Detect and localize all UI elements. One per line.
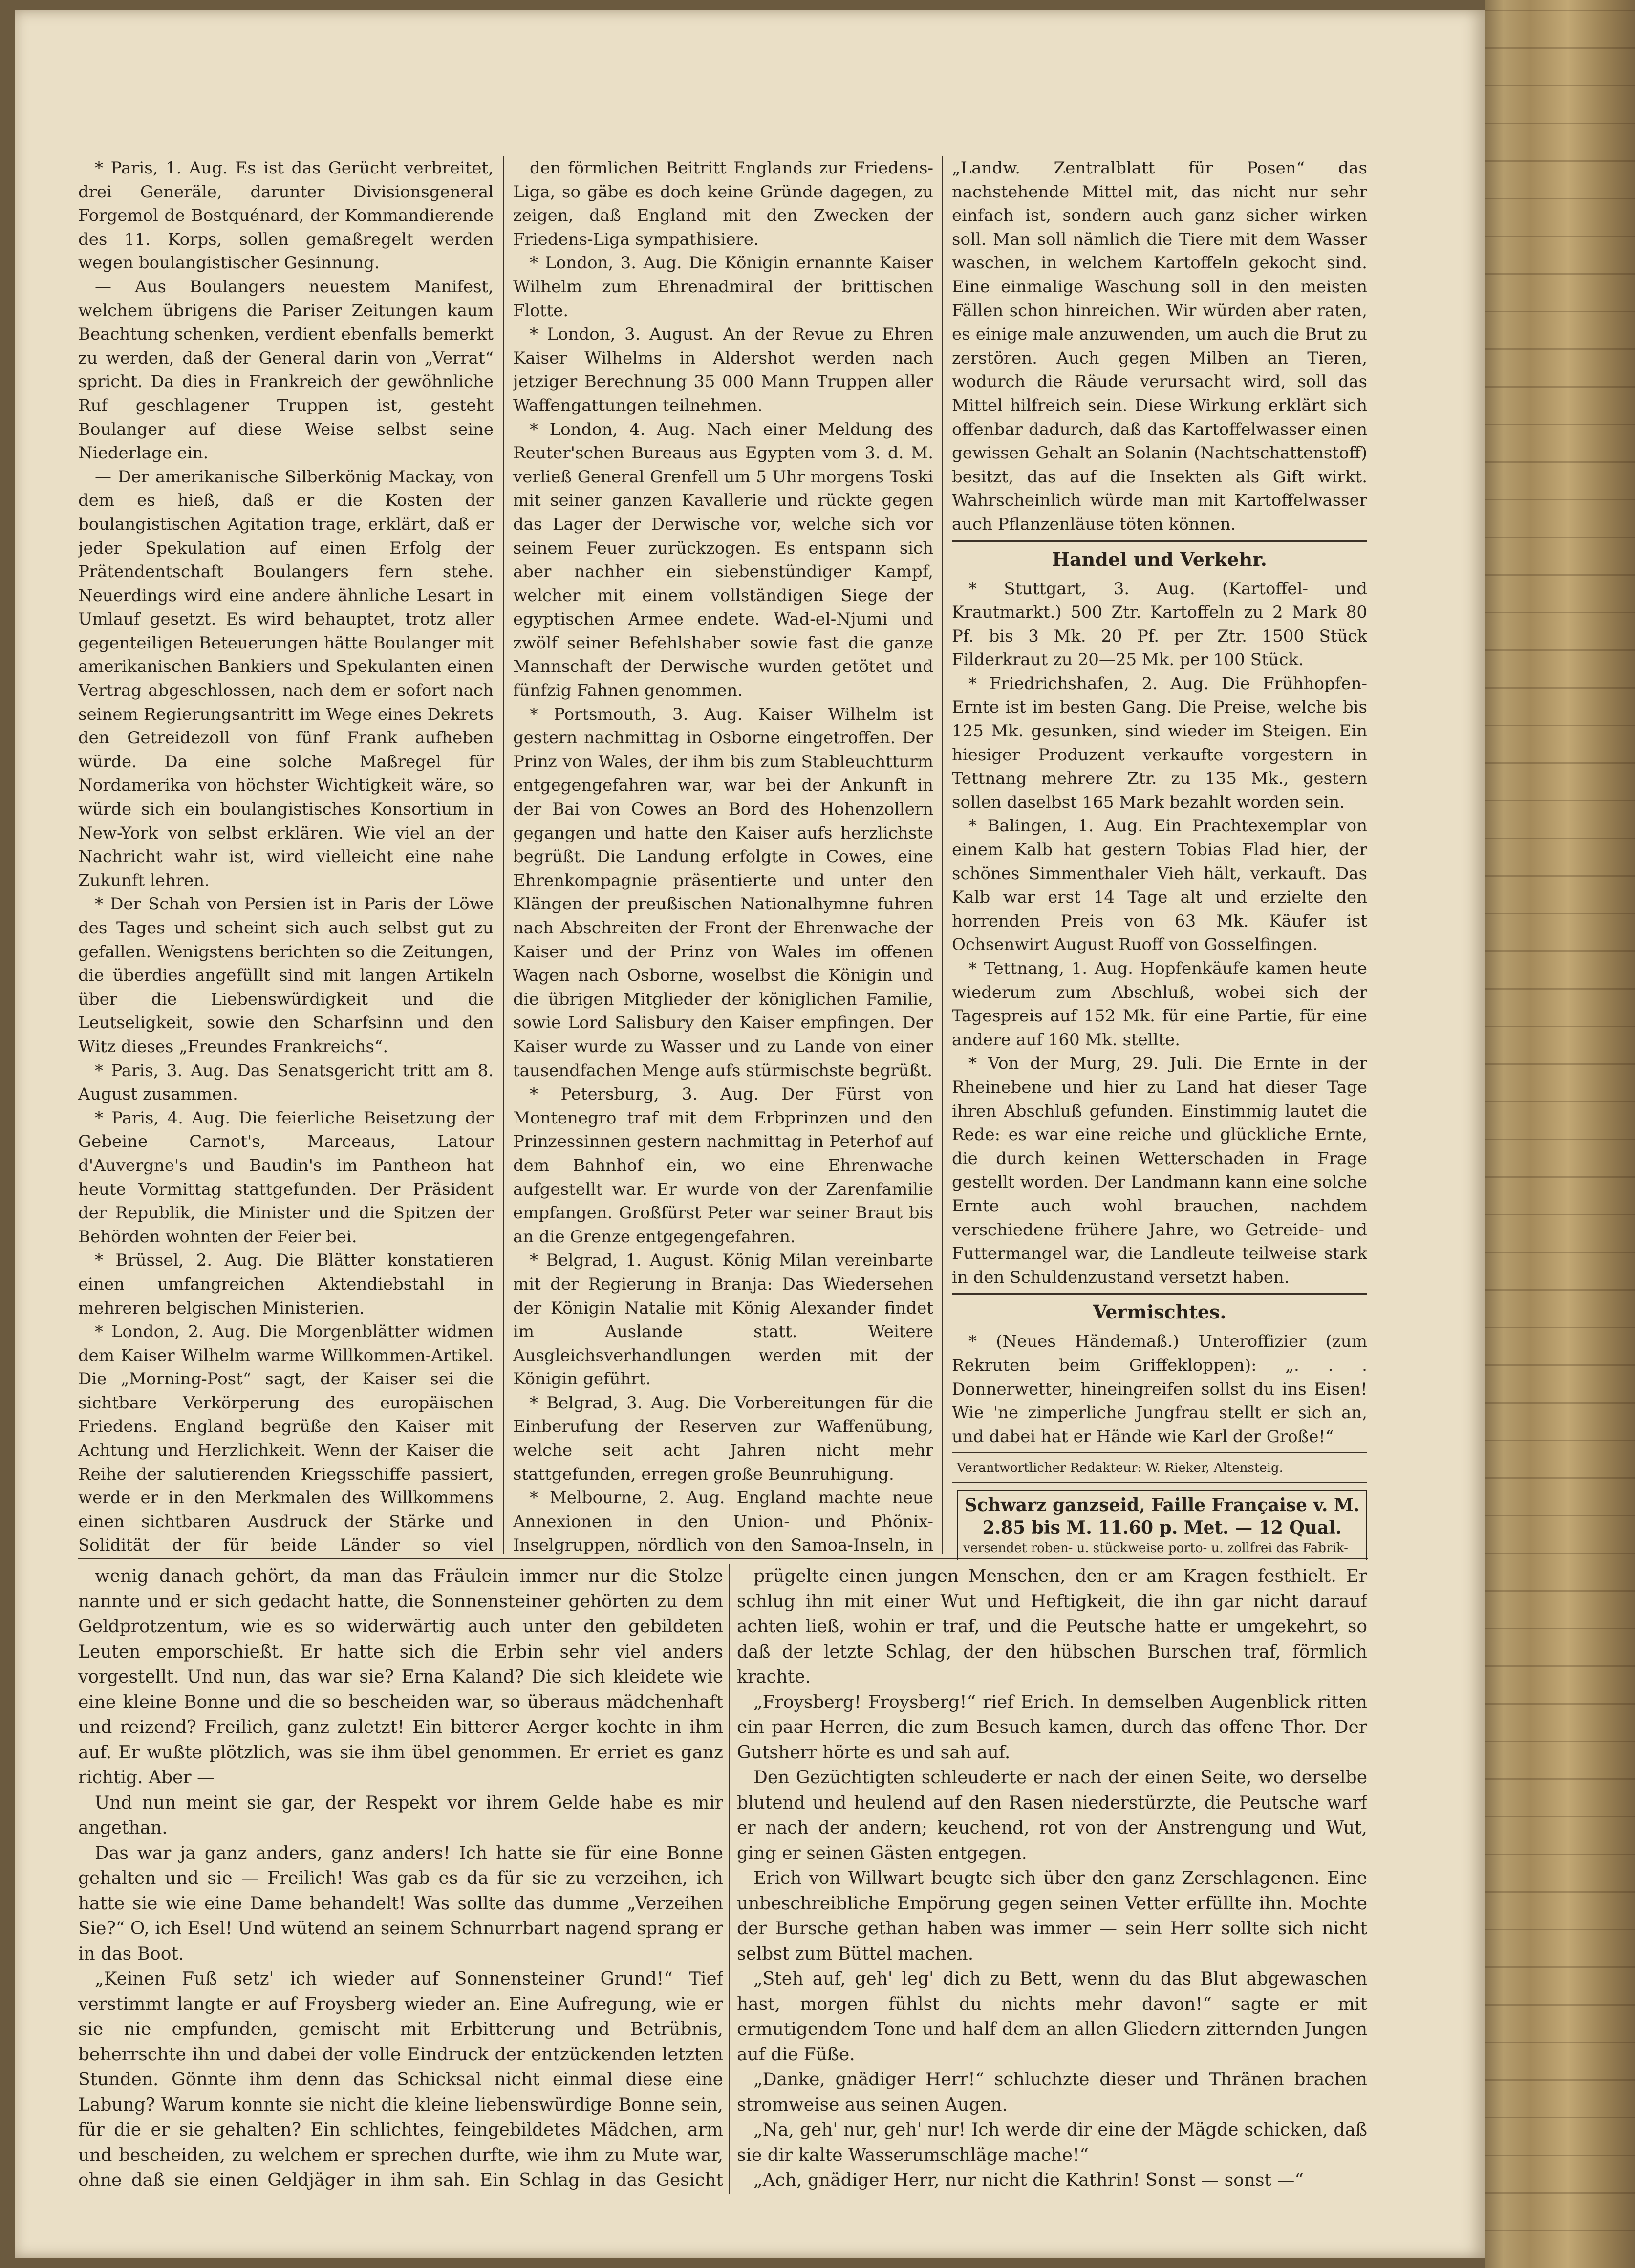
- page-edge-stripe: [1485, 47, 1635, 49]
- book-page-edges: [1485, 0, 1635, 2268]
- article-paragraph: „Froysberg! Froysberg!“ rief Erich. In demselben Augenblick ritten ein paar Herren, die zum Besuch kamen, durch das offene Thor. Der Gutsherr hörte es und sah auf.: [737, 1692, 1367, 1763]
- page-edge-stripe: [1485, 461, 1635, 463]
- page-edge-stripe: [1485, 875, 1635, 877]
- page-edge-stripe: [1485, 1364, 1635, 1366]
- article-paragraph: „Na, geh' nur, geh' nur! Ich werde dir eine der Mägde schicken, daß sie dir kalte Wasserumschläge mache!“: [737, 2120, 1367, 2165]
- article-paragraph: * London, 3. Aug. Die Königin ernannte Kaiser Wilhelm zum Ehrenadmiral der brittischen Flotte.: [513, 253, 933, 321]
- page-edge-stripe: [1485, 762, 1635, 764]
- page-edge-stripe: [1485, 574, 1635, 576]
- page-edge-stripe: [1485, 1252, 1635, 1253]
- article-paragraph: „Keinen Fuß setz' ich wieder auf Sonnensteiner Grund!“ Tief verstimmt langte er auf Froysberg wieder an. Eine Aufregung, wie er sie nie empfunden, gemischt mit Erbitterung und Betrübnis, beherrschte ihn und dabei der volle Eindruck der entzückenden letzten Stunden. Gönnte ihm denn das Schicksal nicht einmal diese eine Labung? Warum konnte sie nicht die kleine liebenswürdige Bonne sein, für die er sie gehalten? Ein schlichtes, feingebildetes Mädchen, arm und bescheiden, zu welchem er sprechen durfte, wie ihm zu Mute war, ohne daß sie einen Geldjäger in ihm sah. Ein Schlag in das Gesicht: [78, 1969, 723, 2190]
- article-paragraph: * London, 4. Aug. Nach einer Meldung des Reuter'schen Bureaus aus Egypten vom 3. d. M. verließ General Grenfell um 5 Uhr morgens Toski mit seiner ganzen Kavallerie und rückte gegen das Lager der Derwische vor, welche sich vor seinem Feuer zurückzogen. Es entspann sich aber nachher ein siebenstündiger Kampf, welcher mit einem vollständigen Siege der egyptischen Armee endete. Wad-el-Njumi und zwölf seiner Befehlshaber sowie fast die ganze Mannschaft der Derwische wurden getötet und fünfzig Fahnen genommen.: [513, 419, 933, 701]
- section-rule: [952, 1482, 1367, 1483]
- page-edge-stripe: [1485, 1816, 1635, 1817]
- feuilleton-separator: [78, 1558, 1368, 1559]
- article-paragraph: prügelte einen jungen Menschen, den er am Kragen festhielt. Er schlug ihn mit einer Wut und Heftigkeit, die ihn gar nicht darauf achten ließ, wohin er traf, und die Peutsche hatte er umgekehrt, so daß der letzte Schlag, der den hübschen Burschen traf, förmlich krachte.: [737, 1566, 1367, 1687]
- feuilleton-divider: [729, 1564, 730, 2194]
- article-paragraph: * (Neues Händemaß.) Unteroffizier (zum Rekruten beim Griffekloppen): „. . . Donnerwetter, hineingreifen sollst du ins Eisen! Wie 'ne zimperliche Jungfrau stellt er sich an, und dabei hat er Hände wie Karl der Große!“: [952, 1332, 1367, 1447]
- page-edge-stripe: [1485, 1440, 1635, 1441]
- article-paragraph: * Portsmouth, 3. Aug. Kaiser Wilhelm ist gestern nachmittag in Osborne eingetroffen. Der Prinz von Wales, der ihm bis zum Stableuchtturm entgegengefahren war, war bei der Ankunft in der Bai von Cowes an Bord des Hohenzollern gegangen und hatte den Kaiser aufs herzlichste begrüßt. Die Landung erfolgte in Cowes, eine Ehrenkompagnie präsentierte und unter den Klängen der preußischen Nationalhymne fuhren nach Abschreiten der Front der Ehrenwache der Kaiser und der Prinz von Wales im offenen Wagen nach Osborne, woselbst die Königin und die übrigen Mitglieder der königlichen Familie, sowie Lord Salisbury den Kaiser empfingen. Der Kaiser wurde zu Wasser und zu Lande von einer tausendfachen Menge aufs stürmischste begrüßt.: [513, 704, 933, 1080]
- page-edge-stripe: [1485, 198, 1635, 199]
- page-edge-stripe: [1485, 1590, 1635, 1592]
- page-edge-stripe: [1485, 1628, 1635, 1629]
- article-paragraph: * Paris, 3. Aug. Das Senatsgericht tritt am 8. August zusammen.: [78, 1060, 494, 1104]
- article-paragraph: den förmlichen Beitritt Englands zur Friedens-Liga, so gäbe es doch keine Gründe dagegen, zu zeigen, daß England mit den Zwecken der Friedens-Liga sympathisiere.: [513, 158, 933, 249]
- article-paragraph: * Paris, 1. Aug. Es ist das Gerücht verbreitet, drei Generäle, darunter Divisionsgeneral Forgemol de Bostquénard, der Kommandierende des 11. Korps, sollen gemaßregelt werden wegen boulangistischer Gesinnung.: [78, 158, 494, 273]
- page-edge-stripe: [1485, 311, 1635, 312]
- page-edge-stripe: [1485, 236, 1635, 237]
- page-edge-stripe: [1485, 1703, 1635, 1705]
- page-edge-stripe: [1485, 838, 1635, 839]
- article-paragraph: * Balingen, 1. Aug. Ein Prachtexemplar von einem Kalb hat gestern Tobias Flad hier, der schönes Simmenthaler Vieh hält, verkauft. Das Kalb war erst 14 Tage alt und erzielte den horrenden Preis von 63 Mk. Käufer ist Ochsenwirt August Ruoff von Gosselfingen.: [952, 816, 1367, 955]
- article-paragraph: * Paris, 4. Aug. Die feierliche Beisetzung der Gebeine Carnot's, Marceaus, Latour d'Auvergne's und Baudin's im Pantheon hat heute Vormittag stattgefunden. Der Präsident der Republik, die Minister und die Spitzen der Behörden wohnten der Feier bei.: [78, 1108, 494, 1247]
- article-paragraph: wenig danach gehört, da man das Fräulein immer nur die Stolze nannte und er sich gedacht hatte, die Sonnensteiner gehörten zu dem Geldprotzentum, wie es so widerwärtig auch unter den gebildeten Leuten emporschießt. Er hatte sich die Erbin sehr viel anders vorgestellt. Und nun, das war sie? Erna Kaland? Die sich kleidete wie eine kleine Bonne und die so bescheiden war, so überaus mädchenhaft und reizend? Freilich, ganz zuletzt! Ein bitterer Aerger kochte in ihm auf. Er wußte plötzlich, was sie ihm übel genommen. Er erriet es ganz richtig. Aber —: [78, 1566, 723, 1788]
- page-edge-stripe: [1485, 2042, 1635, 2043]
- page-edge-stripe: [1485, 1101, 1635, 1102]
- page-edge-stripe: [1485, 2079, 1635, 2081]
- page-edge-stripe: [1485, 1327, 1635, 1328]
- section-heading-handel: Handel und Verkehr.: [1052, 548, 1267, 570]
- article-paragraph: * Von der Murg, 29. Juli. Die Ernte in der Rheinebene und hier zu Land hat dieser Tage ihren Abschluß gefunden. Einstimmig lautet die Rede: es war eine reiche und glückliche Ernte, die durch keinen Wetterschaden in Frage gestellt worden. Der Landmann kann eine solche Ernte auch wohl brauchen, nachdem verschiedene frühere Jahre, wo Getreide- und Futtermangel war, die Landleute teilweise stark in den Schuldenzustand versetzt haben.: [952, 1054, 1367, 1287]
- page-edge-stripe: [1485, 988, 1635, 990]
- page-edge-stripe: [1485, 1139, 1635, 1140]
- page-edge-stripe: [1485, 85, 1635, 86]
- page-edge-stripe: [1485, 1176, 1635, 1178]
- column-divider-1: [503, 156, 504, 1554]
- page-edge-stripe: [1485, 424, 1635, 425]
- page-edge-stripe: [1485, 725, 1635, 726]
- article-paragraph: — Der amerikanische Silberkönig Mackay, von dem es hieß, daß er die Kosten der boulangistischen Agitation trage, erklärt, daß er jeder Spekulation auf einen Erfolg der Prätendentschaft Boulangers fern stehe. Neuerdings wird eine andere ähnliche Lesart in Umlauf gesetzt. Es wird behauptet, trotz aller gegenteiligen Beteuerungen hätte Boulanger mit amerikanischen Bankiers und Spekulanten einen Vertrag abgeschlossen, nach dem er sofort nach seinem Regierungsantritt im Wege eines Dekrets den Getreidezoll von fünf Frank aufheben würde. Da eine solche Maßregel für Nordamerika von höchster Wichtigkeit wäre, so würde sich ein boulangistisches Konsortium in New-York von selbst erklären. Wie viel an der Nachricht wahr ist, wird vielleicht eine nahe Zukunft lehren.: [78, 467, 494, 890]
- page-edge-stripe: [1485, 10, 1635, 11]
- article-paragraph: * Petersburg, 3. Aug. Der Fürst von Montenegro traf mit dem Erbprinzen und den Prinzessinnen gestern nachmittag in Peterhof auf dem Bahnhof ein, wo eine Ehrenwache aufgestellt war. Er wurde von der Zarenfamilie empfangen. Großfürst Peter war seiner Braut bis an die Grenze entgegengefahren.: [513, 1084, 933, 1247]
- article-paragraph: * Tettnang, 1. Aug. Hopfenkäufe kamen heute wiederum zum Abschluß, wobei sich der Tagespreis auf 152 Mk. für eine Partie, für eine andere auf 160 Mk. stellte.: [952, 959, 1367, 1050]
- article-paragraph: „Danke, gnädiger Herr!“ schluchzte dieser und Thränen brachen stromweise aus seinen Augen.: [737, 2070, 1367, 2115]
- article-paragraph: * Melbourne, 2. Aug. England machte neue Annexionen in den Union- und Phönix-Inselgruppen, nördlich von den Samoa-Inseln, in: [513, 1488, 933, 1555]
- article-paragraph: „Landw. Zentralblatt für Posen“ das nachstehende Mittel mit, das nicht nur sehr einfach ist, sondern auch ganz sicher wirken soll. Man soll nämlich die Tiere mit dem Wasser waschen, in welchem Kartoffeln gekocht sind. Eine einmalige Waschung soll in den meisten Fällen schon hinreichen. Wir würden aber raten, es einige male anzuwenden, um auch die Brut zu zerstören. Auch gegen Milben an Tieren, wodurch die Räude verursacht wird, soll das Mittel hilfreich sein. Diese Wirkung erklärt sich offenbar dadurch, daß das Kartoffelwasser einen gewissen Gehalt an Solanin (Nachtschattenstoff) besitzt, das auf die Insekten als Gift wirkt. Wahrscheinlich würde man mit Kartoffelwasser auch Pflanzenläuse töten können.: [952, 158, 1367, 534]
- page-edge-stripe: [1485, 1289, 1635, 1291]
- column-3: [952, 156, 1367, 1560]
- article-paragraph: Das war ja ganz anders, ganz anders! Ich hatte sie für eine Bonne gehalten und sie — Freilich! Was gab es da für sie zu verzeihen, ich hatte sie wie eine Dame behandelt! Was sollte das dumme „Verzeihen Sie?“ O, ich Esel! Und wütend an seinem Schnurrbart nagend sprang er in das Boot.: [78, 1843, 723, 1964]
- page-edge-stripe: [1485, 2155, 1635, 2156]
- article-paragraph: * Friedrichshafen, 2. Aug. Die Frühhopfen-Ernte ist im besten Gang. Die Preise, welche bis 125 Mk. gesunken, sind wieder im Steigen. Ein hiesiger Produzent verkaufte vorgestern in Tettnang mehrere Ztr. zu 135 Mk., gestern sollen daselbst 165 Mark bezahlt worden sein.: [952, 673, 1367, 812]
- column-divider-2: [942, 156, 943, 1554]
- page-edge-stripe: [1485, 800, 1635, 801]
- feuilleton-right: [737, 1564, 1367, 2194]
- page-edge-stripe: [1485, 1026, 1635, 1027]
- page-edge-stripe: [1485, 1402, 1635, 1404]
- page-edge-stripe: [1485, 123, 1635, 124]
- section-heading-vermischtes: Vermischtes.: [1093, 1301, 1226, 1323]
- article-paragraph: * London, 2. Aug. Die Morgenblätter widmen dem Kaiser Wilhelm warme Willkommen-Artikel. Die „Morning-Post“ sagt, der Kaiser sei die sichtbare Verkörperung des europäischen Friedens. England begrüße den Kaiser mit Achtung und Herzlichkeit. Wenn der Kaiser die Reihe der salutierenden Kriegsschiffe passiert, werde er in den Merkmalen des Willkommens einen sichtbaren Ausdruck der Stärke und Solidität der für beide Länder so viel: [78, 1322, 494, 1555]
- page-edge-stripe: [1485, 348, 1635, 350]
- page-edge-stripe: [1485, 1214, 1635, 1215]
- newspaper-page: [15, 10, 1485, 2258]
- page-edge-stripe: [1485, 687, 1635, 689]
- page-edge-stripe: [1485, 386, 1635, 388]
- page-edge-stripe: [1485, 1966, 1635, 1968]
- page-edge-stripe: [1485, 950, 1635, 952]
- page-edge-stripe: [1485, 160, 1635, 162]
- page-edge-stripe: [1485, 1665, 1635, 1667]
- article-paragraph: * Der Schah von Persien ist in Paris der Löwe des Tages und scheint sich auch selbst gut zu gefallen. Wenigstens berichten so die Zeitungen, die überdies angefüllt sind mit langen Artikeln über die Liebenswürdigkeit und die Leutseligkeit, sowie den Scharfsinn und den Witz dieses „Freundes Frankreichs“.: [78, 894, 494, 1057]
- section-rule: [952, 1293, 1367, 1295]
- page-edge-stripe: [1485, 1515, 1635, 1516]
- page-edge-stripe: [1485, 1854, 1635, 1855]
- column-1: [78, 156, 494, 1560]
- column-2: [513, 156, 933, 1560]
- article-paragraph: * Brüssel, 2. Aug. Die Blätter konstatieren einen umfangreichen Aktendiebstahl in mehreren belgischen Ministerien.: [78, 1251, 494, 1318]
- page-edge-stripe: [1485, 1891, 1635, 1893]
- page-edge-stripe: [1485, 537, 1635, 538]
- page-edge-stripe: [1485, 913, 1635, 914]
- page-edge-stripe: [1485, 1477, 1635, 1479]
- page-edge-stripe: [1485, 499, 1635, 500]
- article-paragraph: Den Gezüchtigten schleuderte er nach der einen Seite, wo derselbe blutend und heulend auf den Rasen niederstürzte, die Peutsche warf er nach der andern; keuchend, rot von der Anstrengung und Wut, ging er seinen Gästen entgegen.: [737, 1768, 1367, 1863]
- page-edge-stripe: [1485, 1553, 1635, 1554]
- editor-line: Verantwortlicher Redakteur: W. Rieker, Altensteig.: [957, 1461, 1283, 1476]
- article-paragraph: „Ach, gnädiger Herr, nur nicht die Kathrin! Sonst — sonst —“: [753, 2170, 1304, 2190]
- section-rule: [952, 1452, 1367, 1453]
- feuilleton-left: [78, 1564, 723, 2194]
- article-paragraph: * Stuttgart, 3. Aug. (Kartoffel- und Krautmarkt.) 500 Ztr. Kartoffeln zu 2 Mark 80 Pf. bis 3 Mk. 20 Pf. per Ztr. 1500 Stück Filderkraut zu 20—25 Mk. per 100 Stück.: [952, 579, 1367, 670]
- page-edge-stripe: [1485, 1929, 1635, 1930]
- page-edge-stripe: [1485, 2192, 1635, 2194]
- article-paragraph: * Belgrad, 1. August. König Milan vereinbarte mit der Regierung in Branja: Das Wiedersehen der Königin Natalie mit König Alexander findet im Auslande statt. Weitere Ausgleichsverhandlungen werden mit der Königin geführt.: [513, 1251, 933, 1389]
- article-paragraph: * London, 3. August. An der Revue zu Ehren Kaiser Wilhelms in Aldershot werden nach jetziger Berechnung 35 000 Mann Truppen aller Waffengattungen teilnehmen.: [513, 324, 933, 415]
- article-paragraph: — Aus Boulangers neuestem Manifest, welchem übrigens die Pariser Zeitungen kaum Beachtung schenken, verdient ebenfalls bemerkt zu werden, daß der General darin von „Verrat“ spricht. Da dies in Frankreich der gewöhnliche Ruf geschlagener Truppen ist, gesteht Boulanger auf diese Weise selbst seine Niederlage ein.: [78, 277, 494, 463]
- article-paragraph: Erich von Willwart beugte sich über den ganz Zerschlagenen. Eine unbeschreibliche Empörung gegen seinen Vetter erfüllte ihn. Mochte der Bursche gethan haben was immer — sein Herr sollte sich nicht selbst zum Büttel machen.: [737, 1868, 1367, 1964]
- article-paragraph: Und nun meint sie gar, der Respekt vor ihrem Gelde habe es mir angethan.: [78, 1793, 723, 1838]
- page-edge-stripe: [1485, 612, 1635, 613]
- page-edge-stripe: [1485, 1778, 1635, 1780]
- article-paragraph: * Belgrad, 3. Aug. Die Vorbereitungen für die Einberufung der Reserven zur Waffenübung, welche seit acht Jahren nicht mehr stattgefunden, erregen große Beunruhigung.: [513, 1393, 933, 1484]
- advertisement-box: [957, 1490, 1367, 1560]
- advertisement-body: versendet roben- u. stückweise porto- u. zollfrei das Fabrik-: [963, 1541, 1348, 1556]
- article-paragraph: „Steh auf, geh' leg' dich zu Bett, wenn du das Blut abgewaschen hast, morgen fühlst du nichts mehr davon!“ sagte er mit ermutigendem Tone und half dem an allen Gliedern zitternden Jungen auf die Füße.: [737, 1969, 1367, 2065]
- page-edge-stripe: [1485, 2004, 1635, 2006]
- page-edge-stripe: [1485, 2117, 1635, 2118]
- article-paragraph: [737, 2193, 1367, 2195]
- section-rule: [952, 540, 1367, 542]
- page-edge-stripe: [1485, 1063, 1635, 1065]
- page-edge-stripe: [1485, 2230, 1635, 2231]
- page-edge-stripe: [1485, 273, 1635, 275]
- page-edge-stripe: [1485, 649, 1635, 651]
- advertisement-title: Schwarz ganzseid, Faille Française v. M. 2.85 bis M. 11.60 p. Met. — 12 Qual.: [964, 1495, 1360, 1538]
- page-edge-stripe: [1485, 1741, 1635, 1742]
